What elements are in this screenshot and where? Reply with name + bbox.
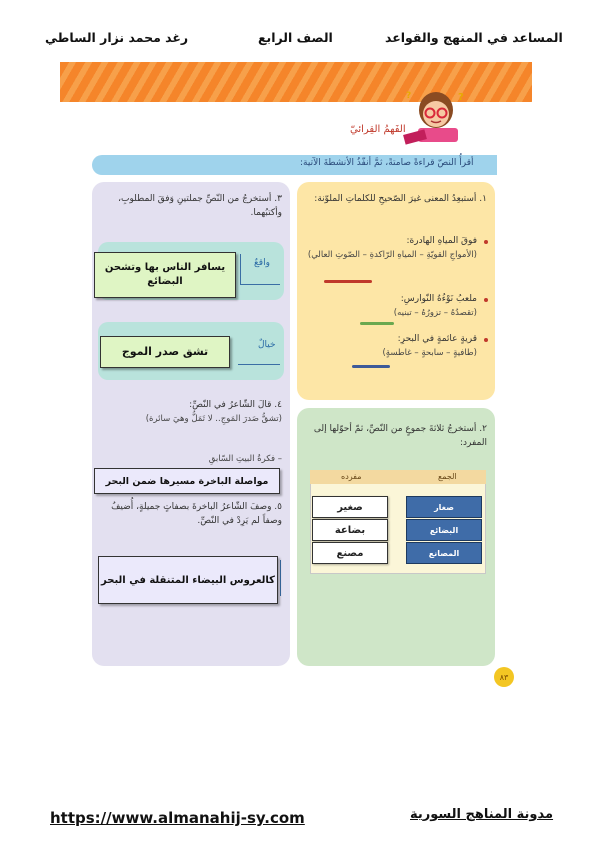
q2-cell-plural-2: البضائع (406, 519, 482, 541)
q1-underline-1 (324, 280, 372, 283)
q2-title: ٢. أستخرجُ ثلاثةَ جموعٍ من النّصِّ، ثمّ أحوّلها إلى المفرد: (313, 424, 487, 448)
q4-prompt: – فكرةُ البيتِ السّابقِ (208, 454, 282, 464)
q1-underline-2 (360, 322, 394, 325)
q1-item-1-phrase: فوقَ المياهِ الهادرة: (406, 236, 477, 246)
header-author: رغد محمد نزار الساطي (45, 30, 189, 45)
svg-text:?: ? (458, 92, 464, 103)
q3-imaginary-label: خيالٌ (258, 340, 276, 350)
q2-cell-plural-1: صغار (406, 496, 482, 518)
instruction-text: أقرأُ النصّ قراءةً صامتةً، ثمَّ أنفّذُ الأنشطةَ الآتية: (300, 158, 474, 168)
footer-blog-name: مدونة المناهج السورية (410, 807, 554, 822)
q2-cell-singular-2: بضاعة (312, 519, 388, 541)
q1-item-3-phrase: قريةٍ عائمةٍ في البحرِ: (397, 334, 477, 344)
q1-underline-3 (352, 365, 390, 368)
q1-item-1-options: (الأمواجِ القويّةِ – المياهِ الرّاكدةِ – الصّوتِ العالي) (307, 250, 477, 260)
q2-cell-plural-3: المصانع (406, 542, 482, 564)
q2-cell-singular-3: مصنع (312, 542, 388, 564)
divider (280, 560, 281, 596)
q4-quote: (تشقُّ صَدرَ المَوجِ.. لا تَمَلُّ وهيَ سائرة) (145, 414, 282, 424)
q1-item-2-phrase: ملعبُ نَوْءُهُ النّوارسِ: (400, 294, 477, 304)
page-number: ٨٣ (494, 667, 514, 687)
divider (240, 254, 241, 284)
q1-item-3-options: (طافيةٍ – سابحةٍ – غاطسةٍ) (382, 348, 477, 358)
q2-cell-singular-1: صغير (312, 496, 388, 518)
bullet (484, 338, 488, 342)
q1-title: ١. أستبعِدُ المعنى غيرَ الصّحيحِ للكلماتِ الملوّنة: (314, 194, 487, 204)
svg-text:?: ? (406, 91, 412, 101)
q5-answer: كالعروس البيضاء المتنقلة في البحر (98, 556, 278, 604)
q2-header-singular: مفرده (341, 472, 362, 481)
bullet (484, 298, 488, 302)
q4-title: ٤. قالَ الشّاعرُ في النّصِّ: (189, 400, 282, 410)
girl-reading-illustration (398, 86, 468, 148)
section-title: الفَهمُ القِرائيّ (350, 124, 406, 135)
q1-item-2-options: (تقصدُهُ – تزورُهُ – تبنيه) (393, 308, 477, 318)
q2-header-plural: الجمع (438, 472, 457, 481)
footer-website-link[interactable]: https://www.almanahij-sy.com (50, 809, 305, 827)
q4-answer: مواصلة الباخرة مسيرها ضمن البحر (94, 468, 280, 494)
header-book-title: المساعد في المنهج والقواعد (385, 30, 563, 45)
q2-table-header-row (310, 470, 486, 484)
bullet (484, 240, 488, 244)
q5-title: ٥. وصفَ الشّاعرُ الباخرةَ بصفاتٍ جميلةٍ، أُضيفُ وصفاً لم يَرِدْ في النّصِّ. (111, 502, 282, 526)
header-grade: الصف الرابع (258, 30, 333, 45)
q3-imaginary-answer: تشق صدر الموج (100, 336, 230, 368)
divider (240, 284, 280, 285)
q3-real-answer: يسافر الناس بها وتشحن البضائع (94, 252, 236, 298)
q1-panel (297, 182, 495, 400)
divider (238, 364, 280, 365)
q3-real-label: واقعٌ (254, 258, 270, 268)
q3-title: ٣. أستخرجُ من النّصِّ جملتينِ وَفقَ المطلوبِ، وأكتبُهما. (118, 194, 282, 218)
